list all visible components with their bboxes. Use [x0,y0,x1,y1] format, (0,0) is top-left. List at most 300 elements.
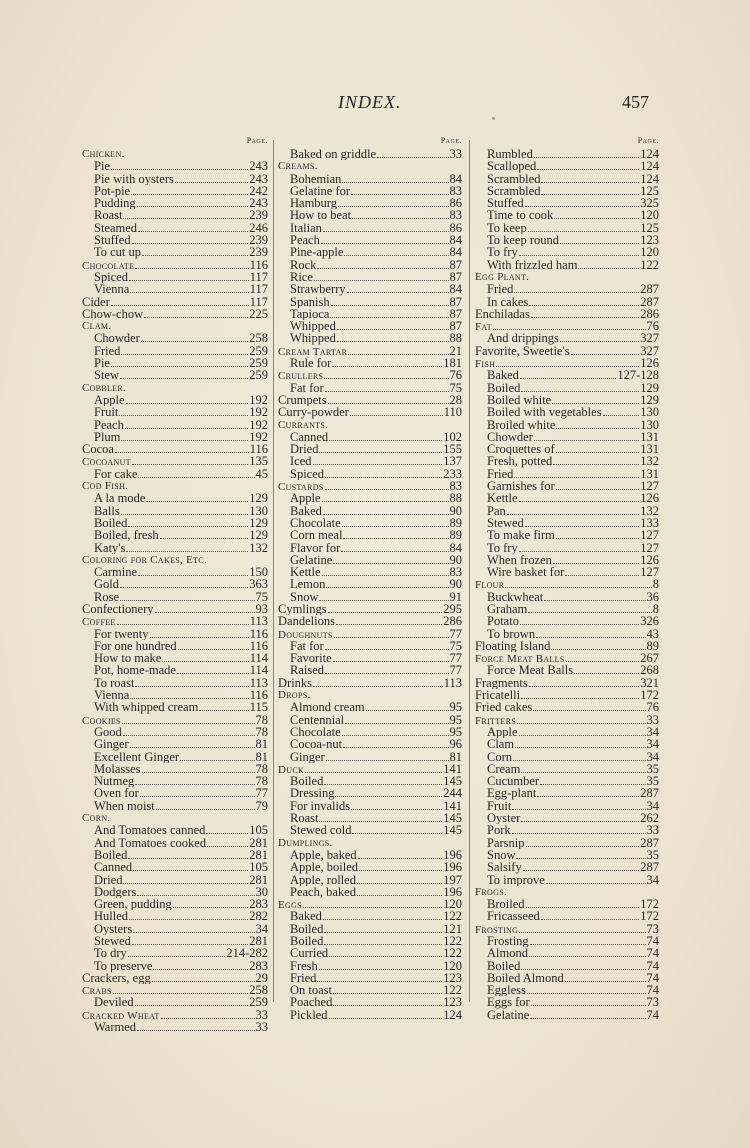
entry-label: Cod Fish. [82,480,129,493]
dot-leader [541,911,639,920]
entry-page-number: 110 [443,406,462,419]
entry-page-number: 87 [449,295,462,308]
entry-label: Chow-chow [82,307,144,321]
entry-label: Rose [94,590,119,603]
dot-leader [322,493,449,502]
dot-leader [521,764,645,773]
entry-page-number: 78 [255,762,268,776]
entry-page-number: 34 [646,873,659,886]
index-entry [278,296,462,308]
entry-label: To dry [94,947,127,960]
entry-page-number: 132 [249,541,268,554]
index-entry [278,246,462,258]
index-entry [278,615,462,627]
entry-label: Nutmeg [94,775,135,788]
dot-leader [128,518,248,527]
entry-label: Green, pudding [94,898,172,911]
entry-label: Stewed [94,935,131,948]
entry-label: To brown [487,627,536,640]
dot-leader [366,702,449,711]
dot-leader [135,260,248,269]
entry-page-number: 116 [249,627,268,640]
entry-page-number: 122 [443,984,462,997]
index-entry [278,738,462,750]
index-entry [475,972,659,984]
entry-label: Boiled [290,922,324,935]
index-entry [475,566,659,578]
entry-page-number: 93 [255,602,268,616]
index-entry [475,480,659,492]
entry-page-number: 141 [443,799,462,813]
index-entry [475,664,659,676]
dot-leader [319,961,442,970]
entry-label: Boiled Almond [487,971,564,985]
entry-page-number: 133 [640,516,659,530]
entry-page-number: 130 [249,504,268,517]
entry-label: And Tomatoes cooked [94,836,207,849]
entry-label: And Tomatoes canned [94,824,206,837]
entry-page-number: 127 [640,541,659,554]
entry-label: Cream Tartar [278,345,348,358]
dot-leader [324,936,442,945]
entry-label: Katy's [94,541,126,554]
entry-label: Fat [475,321,492,333]
dot-leader [520,370,616,379]
entry-page-number: 126 [640,492,659,505]
index-entry [475,382,659,394]
entry-label: Broiled [487,898,525,911]
entry-label: Custards [278,481,324,493]
index-entry [82,824,268,836]
entry-label: Pan [487,504,506,517]
index-entry [278,209,462,221]
entry-label: Boiled [94,516,128,530]
index-entry [82,701,268,713]
index-entry [278,148,462,160]
entry-page-number: 76 [646,701,659,714]
index-entry [475,332,659,344]
entry-page-number: 281 [249,848,268,862]
entry-page-number: 286 [443,615,462,628]
index-entry [278,173,462,185]
entry-label: Cocoa [82,443,114,456]
entry-label: Cocoanut [82,456,131,468]
entry-label: Dodgers [94,885,137,899]
entry-page-number: 326 [640,615,659,628]
dot-leader [138,469,254,478]
entry-label: Pie [94,357,110,370]
index-entry [82,996,268,1008]
dot-leader [142,247,248,256]
entry-page-number: 192 [249,406,268,419]
index-entry [82,554,268,566]
entry-label: Steamed [94,221,138,235]
index-entry [278,160,462,172]
index-entry [475,824,659,836]
entry-label: Frogs. [475,885,508,898]
entry-label: Chowder [487,430,533,444]
dot-leader [130,690,248,699]
entry-page-number: 129 [249,529,268,542]
entry-label: Snow [290,590,319,603]
entry-page-number: 135 [249,455,268,468]
entry-page-number: 125 [640,184,659,198]
entry-page-number: 120 [443,959,462,972]
index-entry [475,874,659,886]
entry-page-number: 115 [249,701,268,714]
dot-leader [603,407,640,416]
entry-page-number: 239 [249,234,268,247]
entry-label: Baked [290,910,322,923]
index-entry [278,640,462,652]
dot-leader [160,530,249,539]
entry-label: Fried [94,344,121,358]
entry-page-number: 122 [640,258,659,271]
entry-label: Oysters [94,922,133,935]
entry-page-number: 117 [249,270,268,284]
index-entry [278,492,462,504]
entry-label: Apple, baked [290,848,357,862]
dot-leader [520,616,639,625]
entry-label: Salsify [487,861,522,874]
entry-page-number: 83 [449,480,462,493]
entry-label: A la mode [94,492,146,505]
entry-label: Carmine [94,566,138,579]
entry-label: Cider [82,295,110,308]
dot-leader [533,702,645,711]
entry-label: Stuffed [94,234,131,247]
entry-page-number: 77 [255,787,268,800]
entry-label: Spiced [290,467,325,481]
page-number: 457 [622,92,649,112]
dot-leader [324,370,448,379]
dot-leader [357,887,442,896]
entry-label: Vienna [94,283,130,296]
entry-label: Cracked Wheat [82,1009,160,1022]
dot-leader [329,1010,443,1019]
entry-page-number: 239 [249,209,268,222]
entry-page-number: 87 [449,320,462,333]
entry-page-number: 84 [449,541,462,554]
entry-label: Chocolate [290,725,341,739]
dot-leader [525,198,640,207]
entry-label: Balls [94,504,120,517]
index-entry [475,529,659,541]
dot-leader [135,678,248,687]
dot-leader [161,1010,255,1019]
entry-label: Hulled [94,910,129,923]
index-entry [475,726,659,738]
dot-leader [324,776,442,785]
entry-page-number: 258 [249,984,268,997]
entry-page-number: 123 [443,971,462,985]
entry-page-number: 28 [449,393,462,407]
dot-leader [516,850,645,859]
index-entry [278,1009,462,1021]
entry-label: Pork [487,824,511,837]
index-entry [278,505,462,517]
entry-page-number: 196 [443,848,462,862]
dot-leader [319,444,442,453]
index-entry [82,910,268,922]
index-entry [82,615,268,627]
dot-leader [305,764,442,773]
entry-label: Kettle [290,566,321,579]
entry-label: Apple [487,725,518,739]
entry-label: For twenty [94,627,149,640]
index-entry [278,849,462,861]
entry-page-number: 287 [640,295,659,308]
dot-leader [333,555,448,564]
entry-page-number: 33 [255,1008,268,1022]
index-entry [82,628,268,640]
dot-leader [357,875,442,884]
entry-page-number: 127 [640,529,659,542]
dot-leader [162,653,248,662]
dot-leader [335,788,442,797]
dot-leader [178,641,249,650]
index-entry [82,738,268,750]
dot-leader [350,407,443,416]
entry-label: Frosting [487,935,529,948]
entry-label: Oven for [94,787,139,800]
entry-label: Chocolate [82,259,135,271]
index-entry [82,234,268,246]
index-entry [278,197,462,209]
index-entry [475,209,659,221]
entry-page-number: 363 [249,578,268,591]
entry-label: Duck [278,763,305,776]
index-entry [82,357,268,369]
dot-leader [153,961,248,970]
dot-leader [199,702,248,711]
index-entry [82,603,268,615]
entry-label: Drops. [278,689,311,702]
entry-page-number: 120 [443,898,462,911]
dot-leader [328,604,443,613]
entry-page-number: 36 [646,590,659,603]
dot-leader [521,813,639,822]
entry-label: Egg-plant [487,787,537,800]
entry-page-number: 88 [449,332,462,345]
dot-leader [137,1022,254,1031]
dot-leader [119,407,248,416]
entry-label: Croquettes of [487,443,555,456]
entry-label: Gelatine [290,553,333,567]
index-entry [82,652,268,664]
entry-label: Fragments [475,676,528,690]
entry-page-number: 246 [249,221,268,235]
index-entry [82,984,268,996]
dot-leader [131,186,248,195]
entry-label: Canned [290,430,329,444]
entry-page-number: 113 [249,615,268,628]
index-entry [475,984,659,996]
index-entry [82,923,268,935]
index-entry [278,332,462,344]
index-entry [278,271,462,283]
entry-page-number: 74 [646,971,659,985]
entry-label: To improve [487,873,545,886]
dot-leader [536,629,645,638]
entry-page-number: 95 [449,713,462,726]
dot-leader [125,420,248,429]
dot-leader [132,456,248,465]
entry-page-number: 287 [640,283,659,296]
index-entry [278,591,462,603]
entry-label: Cream [487,762,521,776]
entry-label: Fruit [94,406,119,419]
entry-page-number: 91 [449,590,462,603]
entry-label: To fry [487,246,518,259]
dot-leader [515,739,645,748]
entry-label: Chicken. [82,148,125,160]
index-entry [278,960,462,972]
index-entry [475,886,659,898]
index-entry [278,185,462,197]
entry-page-number: 124 [640,160,659,173]
dot-leader [321,235,449,244]
entry-label: Cymlings [278,602,327,616]
entry-label: Pot-pie [94,184,131,198]
dot-leader [554,210,639,219]
column-divider [273,140,274,1002]
dot-leader [333,985,442,994]
entry-page-number: 86 [449,197,462,210]
index-entry [278,431,462,443]
dot-leader [534,149,639,158]
dot-leader [129,911,248,920]
entry-page-number: 34 [646,738,659,751]
dot-leader [546,875,646,884]
dot-leader [126,395,249,404]
index-entry [278,406,462,418]
dot-leader [342,727,449,736]
entry-page-number: 33 [646,713,659,726]
index-entry [278,996,462,1008]
entry-label: Spanish [290,295,330,308]
entry-label: Stew [94,369,119,382]
dot-leader [541,186,639,195]
dot-leader [328,395,449,404]
entry-label: Fresh, potted [487,455,553,468]
dot-leader [319,592,448,601]
index-entry [278,800,462,812]
entry-page-number: 259 [249,344,268,358]
entry-label: Ginger [94,738,129,751]
dot-leader [117,616,249,625]
index-entry [278,910,462,922]
index-entry [278,320,462,332]
entry-page-number: 192 [249,430,268,444]
dot-leader [155,604,255,613]
index-entry [82,529,268,541]
entry-label: How to make [94,652,162,665]
dot-leader [493,321,646,330]
entry-label: Crullers [278,370,324,382]
dot-leader [537,161,639,170]
entry-label: Pickled [290,1008,328,1022]
entry-page-number: 295 [443,602,462,616]
entry-page-number: 225 [249,307,268,321]
index-entry [82,406,268,418]
index-entry [278,517,462,529]
entry-label: Stewed cold [290,824,352,837]
index-entry [82,443,268,455]
dot-leader [528,223,640,232]
index-entry [278,283,462,295]
entry-label: Stewed [487,516,524,530]
dot-leader [352,825,442,834]
index-entry [475,517,659,529]
entry-label: Rock [290,258,317,271]
index-entry [475,197,659,209]
index-entry [278,345,462,357]
entry-page-number: 259 [249,369,268,382]
entry-page-number: 129 [249,516,268,530]
entry-page-number: 83 [449,184,462,198]
index-entry [278,787,462,799]
entry-page-number: 124 [443,1008,462,1022]
entry-page-number: 89 [646,639,659,653]
dot-leader [120,592,255,601]
entry-label: Fat for [290,639,324,653]
index-entry [82,874,268,886]
entry-label: Time to cook [487,209,554,222]
entry-label: Ginger [290,750,325,763]
entry-label: Tapioca [290,307,330,321]
dot-leader [530,936,646,945]
entry-page-number: 84 [449,246,462,259]
index-entry [475,960,659,972]
dot-leader [314,272,449,281]
dot-leader [329,948,442,957]
entry-page-number: 90 [449,578,462,591]
entry-page-number: 90 [449,504,462,517]
entry-page-number: 321 [640,676,659,690]
entry-page-number: 95 [449,725,462,739]
entry-page-number: 116 [249,443,268,456]
index-entry [278,652,462,664]
entry-page-number: 113 [443,676,462,690]
index-entry [82,837,268,849]
index-entry [475,173,659,185]
index-entry [475,714,659,726]
dot-leader [514,469,639,478]
entry-label: Crackers, egg [82,971,151,985]
index-entry [475,751,659,763]
entry-page-number: 259 [249,357,268,370]
dot-leader [336,616,442,625]
index-entry [278,480,462,492]
index-entry [82,505,268,517]
index-entry [278,308,462,320]
index-entry [475,578,659,590]
dot-leader [132,235,249,244]
index-entry [82,148,268,160]
entry-page-number: 141 [443,762,462,776]
entry-label: Currants. [278,418,329,431]
index-entry [278,419,462,431]
entry-label: Fried [487,283,514,296]
index-entry [278,775,462,787]
entry-label: Scrambled [487,184,541,198]
index-entry [475,222,659,234]
dot-leader [123,727,255,736]
index-entry [278,394,462,406]
entry-page-number: 87 [449,258,462,271]
entry-page-number: 145 [443,775,462,788]
